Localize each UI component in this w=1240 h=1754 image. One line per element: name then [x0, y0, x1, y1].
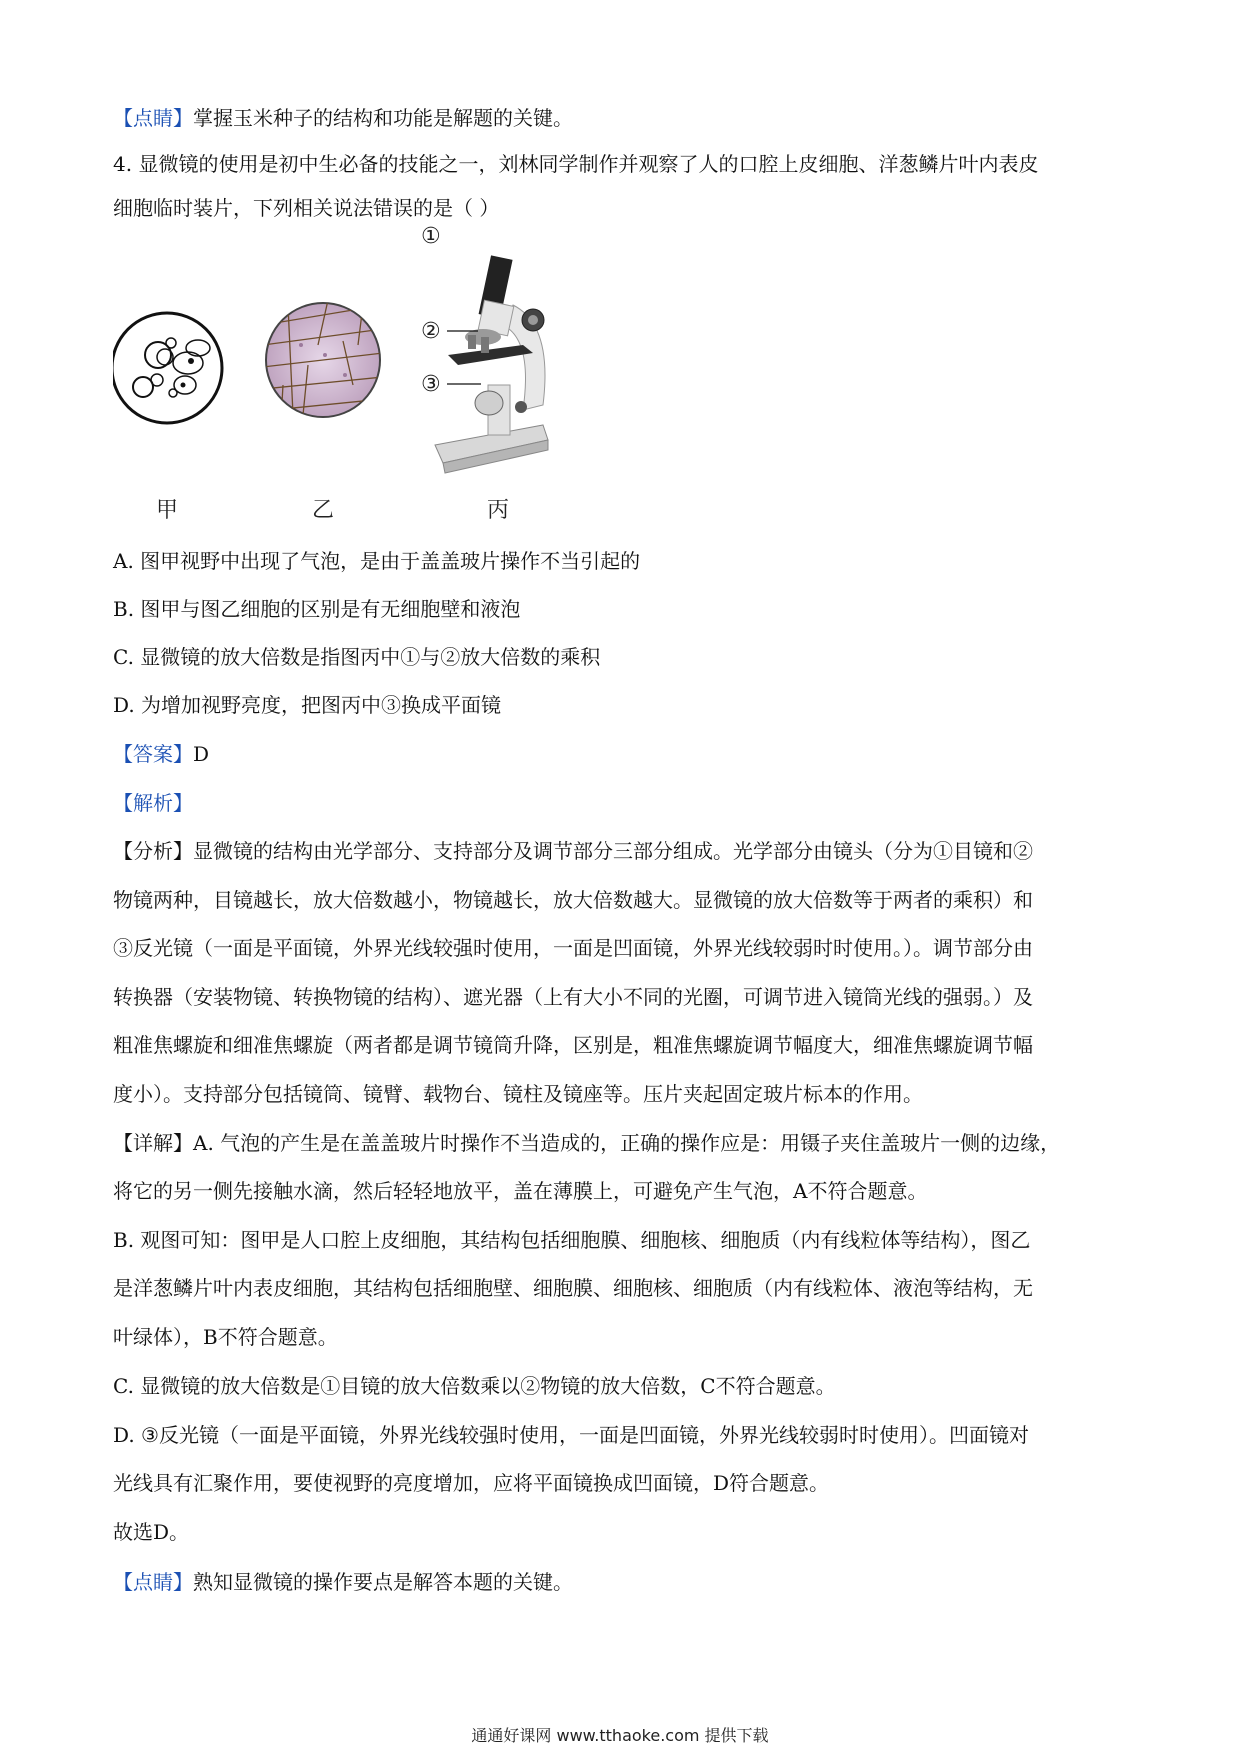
analysis-tag: 【解析】	[113, 791, 193, 815]
label-1: ①	[421, 224, 441, 249]
answer	[113, 740, 209, 768]
xiangjie-line-7: D. ③反光镜（一面是平面镜，外界光线较强时使用，一面是凹面镜，外界光线较弱时时使用）。凹面镜对	[113, 1423, 1029, 1447]
option-d: D. 为增加视野亮度，把图丙中③换成平面镜	[113, 693, 502, 717]
caption-bing: 丙	[487, 498, 510, 523]
xiangjie-tag: 【详解】	[113, 1131, 193, 1155]
xiangjie-line-4: 是洋葱鳞片叶内表皮细胞，其结构包括细胞壁、细胞膜、细胞核、细胞质（内有线粒体、液泡等结构，无	[113, 1276, 1033, 1300]
bottom-note-text: 熟知显微镜的操作要点是解答本题的关键。	[193, 1570, 573, 1594]
bottom-note-tag: 【点睛】	[113, 1570, 193, 1594]
microscope-figure	[113, 224, 733, 525]
fenxi-tag: 【分析】	[113, 839, 193, 863]
fenxi-line-4: 转换器（安装物镜、转换物镜的结构）、遮光器（上有大小不同的光圈，可调节进入镜筒光线的强弱。）及	[113, 985, 1033, 1009]
xiangjie-line-5: 叶绿体），B不符合题意。	[113, 1325, 338, 1349]
answer-tag: 【答案】	[113, 742, 193, 766]
caption-jia: 甲	[156, 498, 179, 523]
xiangjie-text-1: A. 气泡的产生是在盖盖玻片时操作不当造成的，正确的操作应是：用镊子夹住盖玻片一侧的边缘，	[193, 1131, 1061, 1155]
figure-jia-cheek-cells	[113, 313, 222, 423]
fenxi-line-3: ③反光镜（一面是平面镜，外界光线较强时使用，一面是凹面镜，外界光线较弱时时使用。）。调节部分由	[113, 936, 1033, 960]
question-line-1: 4. 显微镜的使用是初中生必备的技能之一，刘林同学制作并观察了人的口腔上皮细胞、洋葱鳞片叶内表皮	[113, 152, 1039, 176]
xiangjie-line-2: 将它的另一侧先接触水滴，然后轻轻地放平，盖在薄膜上，可避免产生气泡，A不符合题意。	[113, 1179, 928, 1203]
xiangjie-line-8: 光线具有汇聚作用，要使视野的亮度增加，应将平面镜换成凹面镜，D符合题意。	[113, 1471, 830, 1495]
top-note	[113, 104, 573, 132]
note-text: 掌握玉米种子的结构和功能是解题的关键。	[193, 106, 573, 130]
xiangjie-line-6: C. 显微镜的放大倍数是①目镜的放大倍数乘以②物镜的放大倍数，C不符合题意。	[113, 1374, 836, 1398]
option-a: A. 图甲视野中出现了气泡，是由于盖盖玻片操作不当引起的	[113, 549, 641, 573]
figure-bing-microscope	[435, 255, 548, 473]
option-b: B. 图甲与图乙细胞的区别是有无细胞壁和液泡	[113, 597, 521, 621]
label-3: ③	[421, 372, 441, 397]
fenxi-line-6: 度小）。支持部分包括镜筒、镜臂、载物台、镜柱及镜座等。压片夹起固定玻片标本的作用。	[113, 1082, 923, 1106]
figure-yi-onion-cells	[263, 300, 383, 420]
answer-text: D	[193, 742, 210, 766]
page-footer: 通通好课网 www.tthaoke.com 提供下载	[471, 1726, 769, 1745]
option-c: C. 显微镜的放大倍数是指图丙中①与②放大倍数的乘积	[113, 645, 601, 669]
fenxi-line-5: 粗准焦螺旋和细准焦螺旋（两者都是调节镜筒升降，区别是，粗准焦螺旋调节幅度大，细准焦螺旋调节幅	[113, 1033, 1033, 1057]
label-2: ②	[421, 319, 441, 344]
xiangjie-line-9: 故选D。	[113, 1520, 190, 1544]
fenxi-line-2: 物镜两种，目镜越长，放大倍数越小，物镜越长，放大倍数越大。显微镜的放大倍数等于两者的乘积）和	[113, 888, 1033, 912]
question-line-2: 细胞临时装片，下列相关说法错误的是（ ）	[113, 196, 500, 220]
note-tag: 【点睛】	[113, 106, 193, 130]
xiangjie-line-1	[113, 1129, 1060, 1157]
fenxi-text-1: 显微镜的结构由光学部分、支持部分及调节部分三部分组成。光学部分由镜头（分为①目镜和②	[193, 839, 1033, 863]
xiangjie-line-3: B. 观图可知：图甲是人口腔上皮细胞，其结构包括细胞膜、细胞核、细胞质（内有线粒体等结构），图乙	[113, 1228, 1031, 1252]
bottom-note	[113, 1568, 573, 1596]
caption-yi: 乙	[312, 498, 335, 523]
fenxi-line-1	[113, 837, 1033, 865]
